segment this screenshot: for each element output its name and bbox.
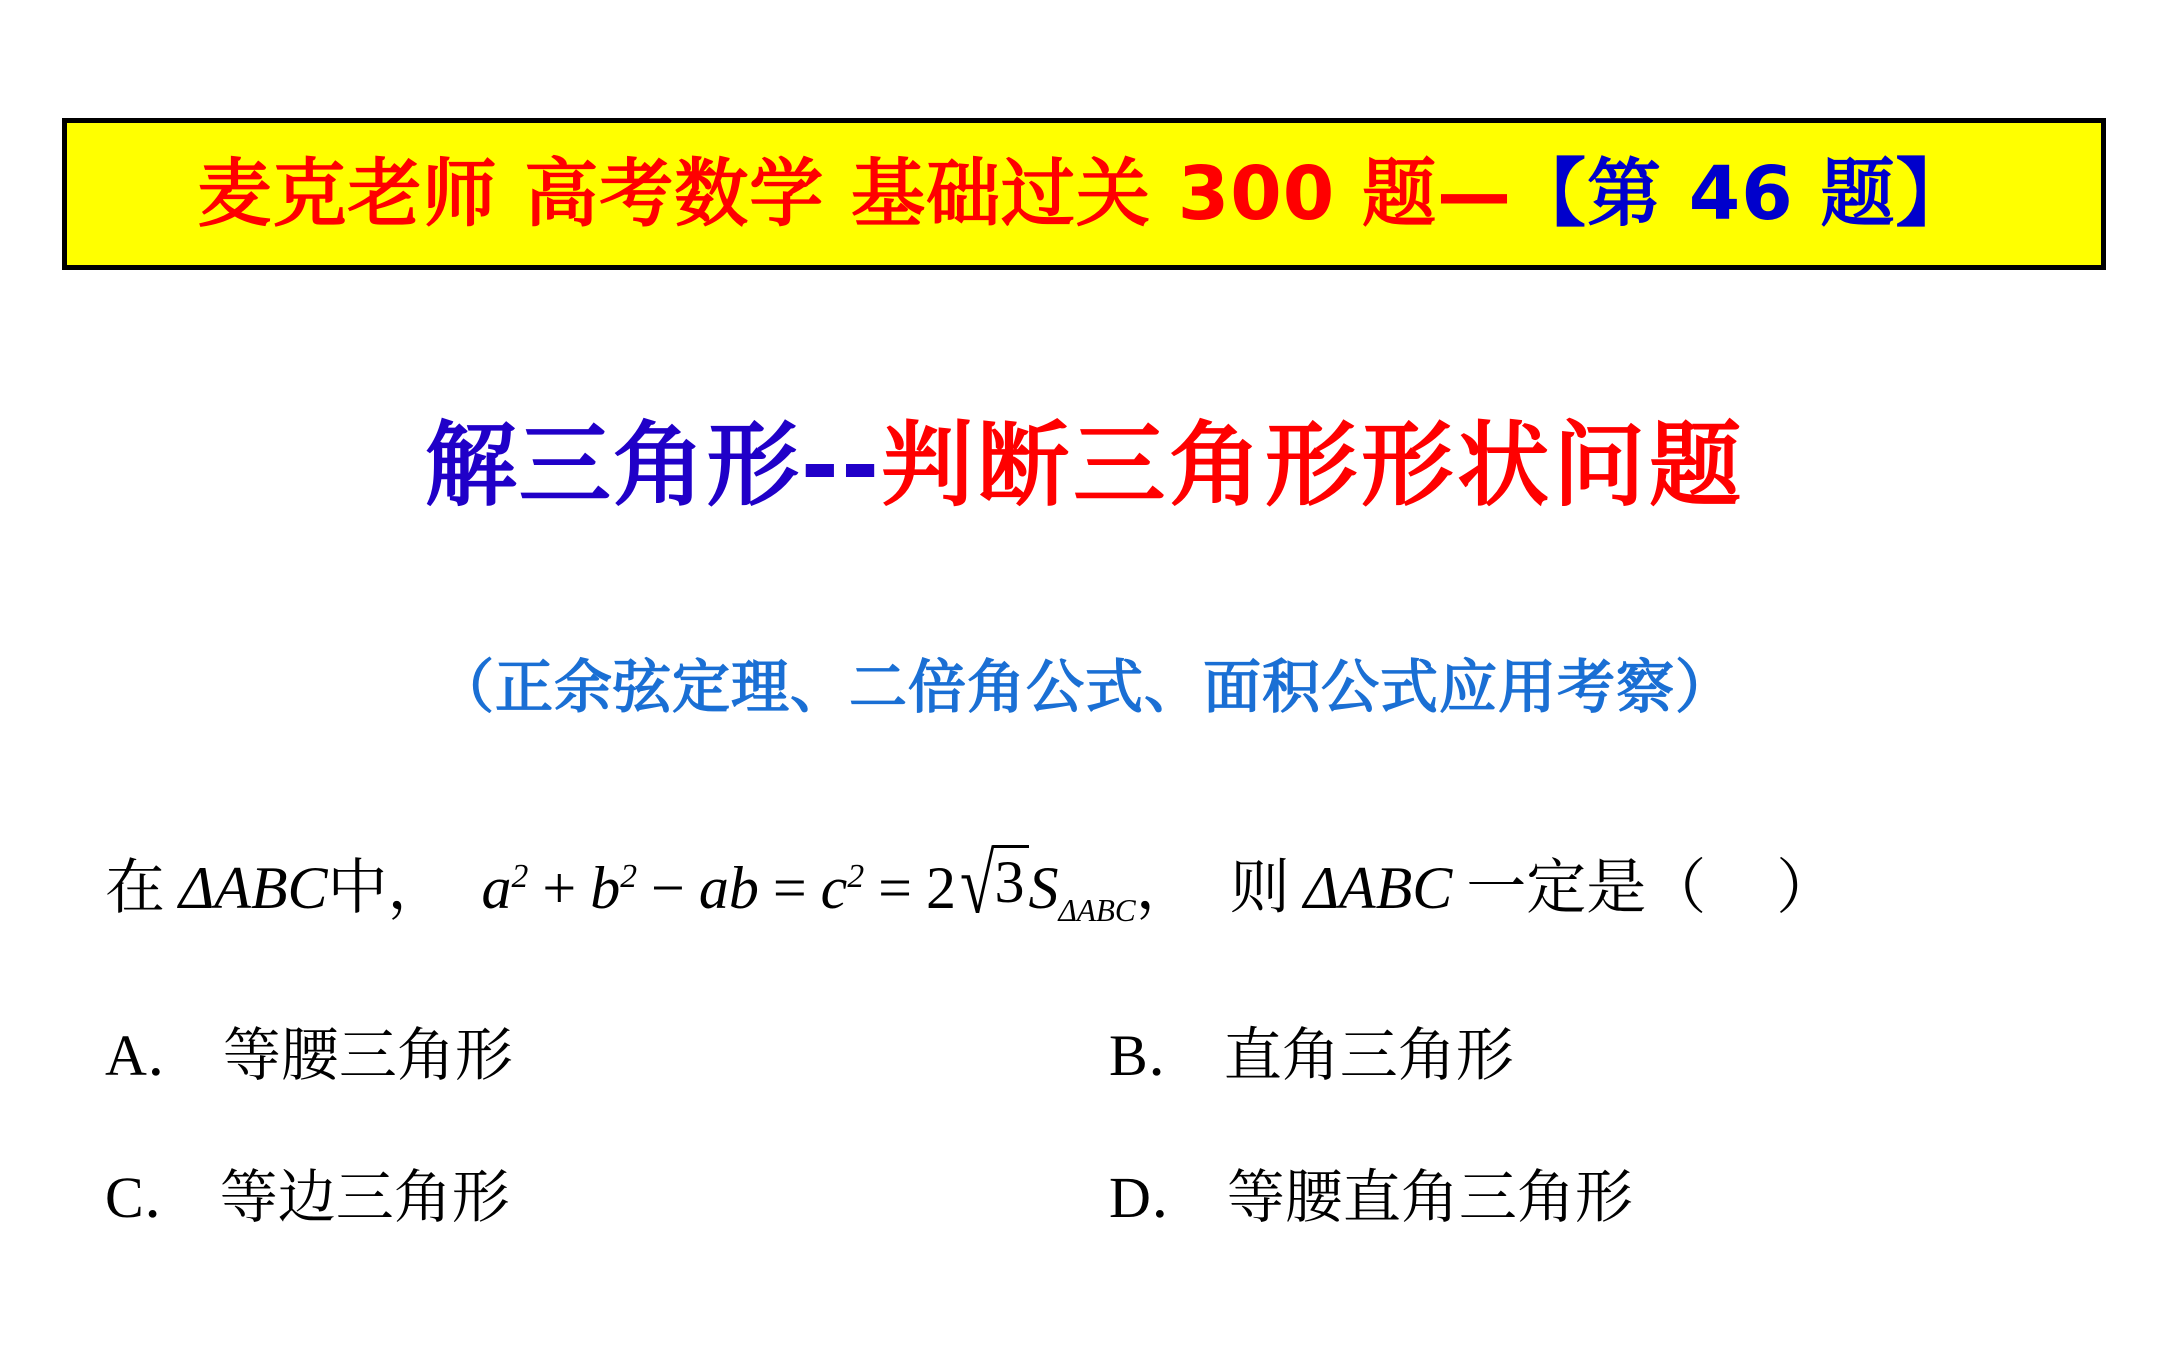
page-subtitle: （正余弦定理、二倍角公式、面积公式应用考察） [435, 653, 1734, 721]
formula-coefficient: 2 [925, 855, 956, 921]
page-title [0, 412, 2170, 519]
option-d[interactable] [1085, 1150, 2089, 1234]
stem-comma: ， [1135, 853, 1196, 923]
formula-c-exponent: 2 [847, 858, 865, 895]
formula-b-exponent: 2 [620, 858, 637, 895]
stem-triangle-abc-2: ΔABC [1303, 855, 1453, 921]
option-d-text: 等腰直角三角形 [1226, 1163, 1633, 1231]
options-row-1 [105, 1008, 2095, 1092]
option-d-label: D． [1109, 1165, 1209, 1230]
stem-triangle-abc-1: ΔABC [179, 855, 328, 921]
option-c-text: 等边三角形 [219, 1163, 510, 1231]
option-c[interactable] [105, 1150, 1085, 1234]
stem-then: 则 [1229, 853, 1290, 923]
options-list [105, 950, 2095, 1234]
option-b[interactable] [1085, 1008, 2089, 1092]
option-c-label: C． [105, 1165, 202, 1230]
options-row-2 [105, 1150, 2095, 1234]
header-banner [62, 118, 2106, 270]
formula-ab: ab [698, 855, 759, 921]
option-b-label: B． [1109, 1023, 1206, 1088]
formula-equals-1: = [772, 855, 807, 921]
option-a-text: 等腰三角形 [222, 1021, 513, 1089]
formula-a: a [481, 855, 512, 921]
formula-equals-2: = [878, 855, 912, 921]
title-topic: 解三角形-- [424, 412, 882, 519]
formula-area-subscript: ΔABC [1058, 893, 1136, 928]
formula-area-symbol: S [1028, 855, 1059, 921]
option-a[interactable] [105, 1008, 1085, 1092]
formula [481, 836, 1136, 932]
formula-minus: − [650, 855, 685, 921]
question-stem [105, 836, 2095, 932]
sqrt-group [956, 836, 1029, 932]
stem-lead: 在 [105, 853, 165, 923]
formula-plus: + [542, 855, 577, 921]
formula-c: c [820, 855, 848, 921]
option-b-text: 直角三角形 [1223, 1021, 1514, 1089]
banner-question-number: 【第 46 题】 [1512, 151, 1971, 237]
formula-b: b [590, 855, 621, 921]
formula-a-exponent: 2 [511, 858, 529, 895]
banner-title-prefix: 麦克老师 高考数学 基础过关 300 题— [197, 151, 1512, 237]
stem-tail-close: ） [1776, 853, 1837, 923]
stem-tail: 一定是（ [1466, 853, 1707, 923]
radical-icon: √ [959, 836, 995, 932]
radicand-value: 3 [993, 845, 1029, 917]
option-a-label: A． [105, 1023, 205, 1088]
title-subject: 判断三角形形状问题 [881, 412, 1746, 519]
stem-mid: 中， [327, 853, 448, 923]
banner-text [197, 151, 1971, 237]
